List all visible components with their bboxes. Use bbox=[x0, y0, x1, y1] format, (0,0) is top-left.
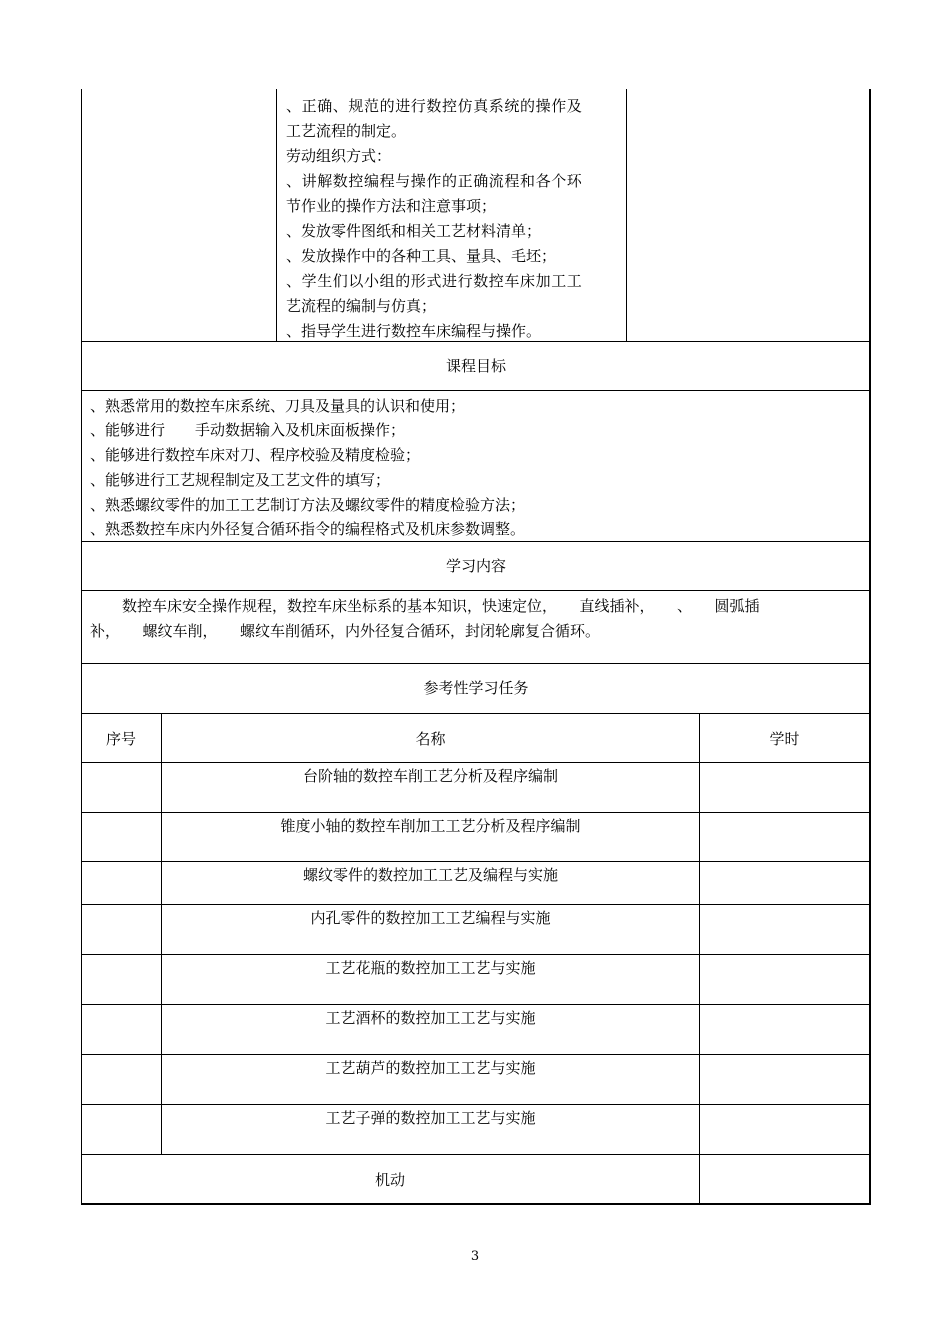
top-line: 、讲解数控编程与操作的正确流程和各个环 bbox=[286, 172, 583, 190]
top-line: 、发放零件图纸和相关工艺材料清单； bbox=[286, 222, 542, 240]
hline-row6-bottom bbox=[81, 1054, 871, 1055]
content-paragraph-line-1: 数控车床安全操作规程，数控车床坐标系的基本知识，快速定位， 直线插补， 、 圆弧插 bbox=[122, 597, 760, 615]
hline-tasks-header-bottom bbox=[81, 713, 871, 714]
hline-row2-bottom bbox=[81, 861, 871, 862]
top-line: 劳动组织方式： bbox=[286, 147, 392, 165]
task-row-name: 螺纹零件的数控加工工艺及编程与实施 bbox=[302, 866, 558, 884]
task-row-flexible: 机动 bbox=[374, 1171, 405, 1189]
content-header: 学习内容 bbox=[445, 557, 506, 575]
task-row-name: 工艺酒杯的数控加工工艺与实施 bbox=[325, 1009, 536, 1027]
top-line: 、正确、规范的进行数控仿真系统的操作及 bbox=[286, 97, 583, 115]
tasks-header: 参考性学习任务 bbox=[423, 679, 529, 697]
hline-tasks-top bbox=[81, 663, 871, 664]
top-divider-1 bbox=[276, 89, 277, 341]
task-row-name: 锥度小轴的数控车削加工工艺分析及程序编制 bbox=[280, 817, 581, 835]
table-border-bottom bbox=[81, 1203, 871, 1205]
column-header-index: 序号 bbox=[105, 730, 136, 748]
top-divider-2 bbox=[626, 89, 627, 341]
hline-objectives-top bbox=[81, 341, 871, 342]
top-line: 、学生们以小组的形式进行数控车床加工工 bbox=[286, 272, 583, 290]
top-line: 、指导学生进行数控车床编程与操作。 bbox=[286, 322, 542, 340]
objective-item: 、能够进行工艺规程制定及工艺文件的填写； bbox=[90, 471, 391, 489]
hline-row8-bottom bbox=[81, 1154, 871, 1155]
task-col-divider-2 bbox=[699, 713, 700, 1204]
task-row-name: 工艺葫芦的数控加工工艺与实施 bbox=[325, 1059, 536, 1077]
objective-item: 、能够进行 手动数据输入及机床面板操作； bbox=[90, 421, 406, 439]
table-border-left bbox=[81, 89, 82, 1205]
task-row-name: 工艺花瓶的数控加工工艺与实施 bbox=[325, 959, 536, 977]
table-border-right bbox=[869, 89, 871, 1205]
content-paragraph-line-2: 补， 螺纹车削， 螺纹车削循环，内外径复合循环，封闭轮廓复合循环。 bbox=[90, 622, 601, 640]
top-line: 艺流程的编制与仿真； bbox=[286, 297, 437, 315]
hline-content-header-bottom bbox=[81, 590, 871, 591]
top-line: 工艺流程的制定。 bbox=[286, 122, 407, 140]
top-line: 节作业的操作方法和注意事项； bbox=[286, 197, 497, 215]
page-number: 3 bbox=[470, 1249, 480, 1264]
objective-item: 、能够进行数控车床对刀、程序校验及精度检验； bbox=[90, 446, 421, 464]
task-row-name: 工艺子弹的数控加工工艺与实施 bbox=[325, 1109, 536, 1127]
objectives-header: 课程目标 bbox=[445, 357, 506, 375]
hline-row1-bottom bbox=[81, 812, 871, 813]
objective-item: 、熟悉常用的数控车床系统、刀具及量具的认识和使用； bbox=[90, 397, 466, 415]
hline-row7-bottom bbox=[81, 1104, 871, 1105]
task-row-name: 内孔零件的数控加工工艺编程与实施 bbox=[310, 909, 551, 927]
hline-content-top bbox=[81, 541, 871, 542]
hline-columns-bottom bbox=[81, 762, 871, 763]
hline-row4-bottom bbox=[81, 954, 871, 955]
column-header-hours: 学时 bbox=[769, 730, 800, 748]
objective-item: 、熟悉数控车床内外径复合循环指令的编程格式及机床参数调整。 bbox=[90, 520, 526, 538]
hline-row5-bottom bbox=[81, 1004, 871, 1005]
column-header-name: 名称 bbox=[415, 730, 446, 748]
hline-objectives-header-bottom bbox=[81, 390, 871, 391]
objective-item: 、熟悉螺纹零件的加工工艺制订方法及螺纹零件的精度检验方法； bbox=[90, 496, 526, 514]
top-line: 、发放操作中的各种工具、量具、毛坯； bbox=[286, 247, 557, 265]
task-row-name: 台阶轴的数控车削工艺分析及程序编制 bbox=[302, 767, 558, 785]
hline-row3-bottom bbox=[81, 904, 871, 905]
